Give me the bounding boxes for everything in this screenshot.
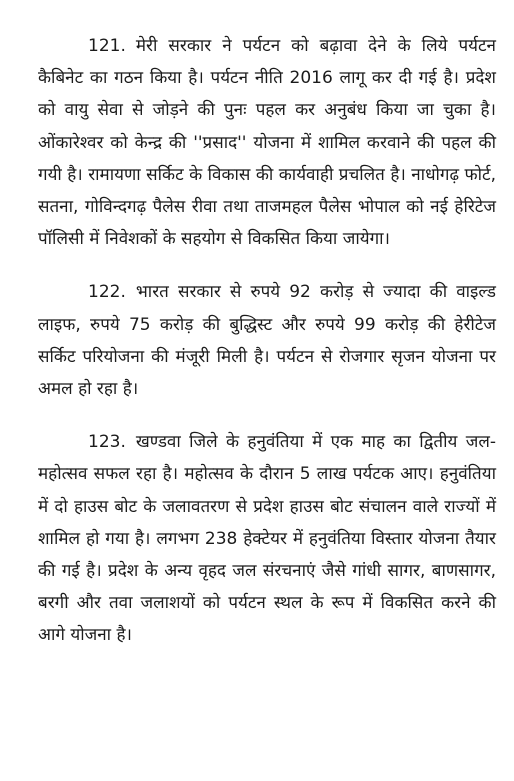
paragraph-122 [38,276,496,405]
paragraph-text: मेरी सरकार ने पर्यटन को बढ़ावा देने के लिये पर्यटन कैबिनेट का गठन किया है। पर्यटन नीति 2016 लागू कर दी गई है। प्रदेश को वायु सेवा से जोड़ने की पुनः पहल कर अनुबंध किया जा चुका है। ओंकारेश्वर को केन्द्र की ''प्रसाद'' योजना में शामिल करवाने की पहल की गयी है। रामायणा सर्किट के विकास की कार्यवाही प्रचलित है। नाधोगढ़ फोर्ट, सतना, गोविन्दगढ़ पैलेस रीवा तथा ताजमहल पैलेस भोपाल को नई हेरिटेज पॉलिसी में निवेशकों के सहयोग से विकसित किया जायेगा। [38,36,496,250]
paragraph-number: 122. [88,282,126,303]
paragraph-text: भारत सरकार से रुपये 92 करोड़ से ज्यादा की वाइल्ड लाइफ, रुपये 75 करोड़ की बुद्धिस्ट और रुपये 99 करोड़ की हेरीटेज सर्किट परियोजना की मंजूरी मिली है। पर्यटन से रोजगार सृजन योजना पर अमल हो रहा है। [38,282,496,400]
paragraph-number: 121. [88,36,126,56]
paragraph-123 [38,426,496,651]
paragraph-text: खण्डवा जिले के हनुवंतिया में एक माह का द्वितीय जल-महोत्सव सफल रहा है। महोत्सव के दौरान 5 लाख पर्यटक आए। हनुवंतिया में दो हाउस बोट के जलावतरण से प्रदेश हाउस बोट संचालन वाले राज्यों में शामिल हो गया है। लगभग 238 हेक्टेयर में हनुवंतिया विस्तार योजना तैयार की गई है। प्रदेश के अन्य वृहद जल संरचनाएं जैसे गांधी सागर, बाणसागर, बरगी और तवा जलाशयों को पर्यटन स्थल के रूप में विकसित करने की आगे योजना है। [38,432,496,646]
paragraph-121 [38,30,496,255]
paragraph-number: 123. [88,432,126,453]
